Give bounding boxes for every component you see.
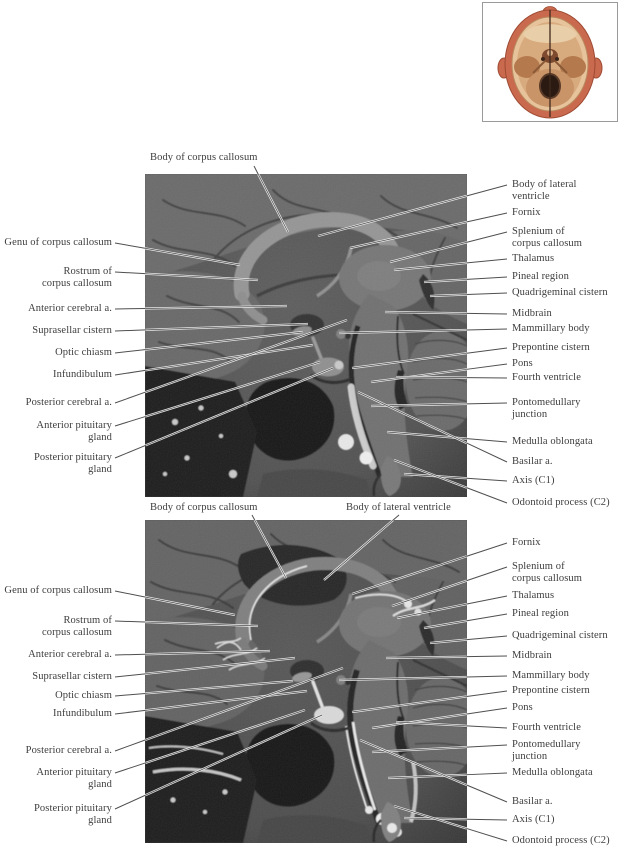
anatomy-label-midbrain: Midbrain — [512, 308, 552, 319]
anatomy-label-pontomedullary-junction: Pontomedullary junction — [512, 397, 581, 420]
anatomy-label-infundibulum: Infundibulum — [53, 708, 112, 719]
anatomy-label-odontoid-process-c2: Odontoid process (C2) — [512, 835, 610, 846]
anatomy-label-thalamus: Thalamus — [512, 590, 555, 601]
anatomy-label-pineal-region: Pineal region — [512, 271, 569, 282]
anatomy-label-pons: Pons — [512, 702, 533, 713]
anatomy-label-posterior-cerebral-a: Posterior cerebral a. — [25, 397, 112, 408]
anatomy-label-midbrain: Midbrain — [512, 650, 552, 661]
anatomy-label-splenium-of-corpus-callosum: Splenium of corpus callosum — [512, 226, 583, 249]
anatomy-label-quadrigeminal-cistern: Quadrigeminal cistern — [512, 630, 608, 641]
anatomy-label-rostrum-of-corpus-callosum: Rostrum of corpus callosum — [41, 266, 112, 289]
anatomy-label-axis-c1: Axis (C1) — [512, 475, 555, 486]
anatomy-label-axis-c1: Axis (C1) — [512, 814, 555, 825]
mri-sagittal-postcontrast — [145, 520, 467, 843]
anatomy-label-anterior-pituitary-gland: Anterior pituitary gland — [36, 420, 112, 443]
anatomy-label-body-of-lateral-ventricle: Body of lateral ventricle — [512, 179, 577, 202]
anatomy-label-anterior-cerebral-a: Anterior cerebral a. — [28, 303, 112, 314]
anatomy-label-mammillary-body: Mammillary body — [512, 323, 590, 334]
anatomy-label-pons: Pons — [512, 358, 533, 369]
anatomy-label-body-of-corpus-callosum: Body of corpus callosum — [150, 152, 258, 163]
anatomy-label-optic-chiasm: Optic chiasm — [55, 690, 112, 701]
anatomy-label-fornix: Fornix — [512, 207, 541, 218]
anatomy-label-fourth-ventricle: Fourth ventricle — [512, 722, 581, 733]
anatomy-label-anterior-cerebral-a: Anterior cerebral a. — [28, 649, 112, 660]
anatomy-label-basilar-a: Basilar a. — [512, 456, 553, 467]
anatomy-label-pineal-region: Pineal region — [512, 608, 569, 619]
anatomy-label-fornix: Fornix — [512, 537, 541, 548]
anatomy-label-rostrum-of-corpus-callosum: Rostrum of corpus callosum — [41, 615, 112, 638]
anatomy-label-genu-of-corpus-callosum: Genu of corpus callosum — [4, 585, 112, 596]
anatomy-label-suprasellar-cistern: Suprasellar cistern — [32, 325, 112, 336]
mri-sagittal-precontrast — [145, 174, 467, 497]
anatomy-label-genu-of-corpus-callosum: Genu of corpus callosum — [4, 237, 112, 248]
anatomy-label-body-of-corpus-callosum: Body of corpus callosum — [150, 502, 258, 513]
anatomy-label-suprasellar-cistern: Suprasellar cistern — [32, 671, 112, 682]
anatomy-label-odontoid-process-c2: Odontoid process (C2) — [512, 497, 610, 508]
anatomy-label-optic-chiasm: Optic chiasm — [55, 347, 112, 358]
anatomy-label-anterior-pituitary-gland: Anterior pituitary gland — [36, 767, 112, 790]
anatomy-label-splenium-of-corpus-callosum: Splenium of corpus callosum — [512, 561, 583, 584]
anatomy-label-basilar-a: Basilar a. — [512, 796, 553, 807]
anatomy-label-prepontine-cistern: Prepontine cistern — [512, 342, 590, 353]
anatomy-label-body-of-lateral-ventricle: Body of lateral ventricle — [346, 502, 451, 513]
anatomy-label-quadrigeminal-cistern: Quadrigeminal cistern — [512, 287, 608, 298]
anatomy-label-medulla-oblongata: Medulla oblongata — [512, 767, 593, 778]
orientation-inset — [482, 2, 618, 122]
skull-base-superior-view-icon — [483, 4, 617, 120]
anatomy-label-posterior-pituitary-gland: Posterior pituitary gland — [33, 803, 112, 826]
anatomy-label-mammillary-body: Mammillary body — [512, 670, 590, 681]
anatomy-label-prepontine-cistern: Prepontine cistern — [512, 685, 590, 696]
anatomy-label-posterior-pituitary-gland: Posterior pituitary gland — [33, 452, 112, 475]
anatomy-label-medulla-oblongata: Medulla oblongata — [512, 436, 593, 447]
anatomy-label-posterior-cerebral-a: Posterior cerebral a. — [25, 745, 112, 756]
anatomy-label-pontomedullary-junction: Pontomedullary junction — [512, 739, 581, 762]
anatomy-label-fourth-ventricle: Fourth ventricle — [512, 372, 581, 383]
anatomy-label-infundibulum: Infundibulum — [53, 369, 112, 380]
anatomy-label-thalamus: Thalamus — [512, 253, 555, 264]
